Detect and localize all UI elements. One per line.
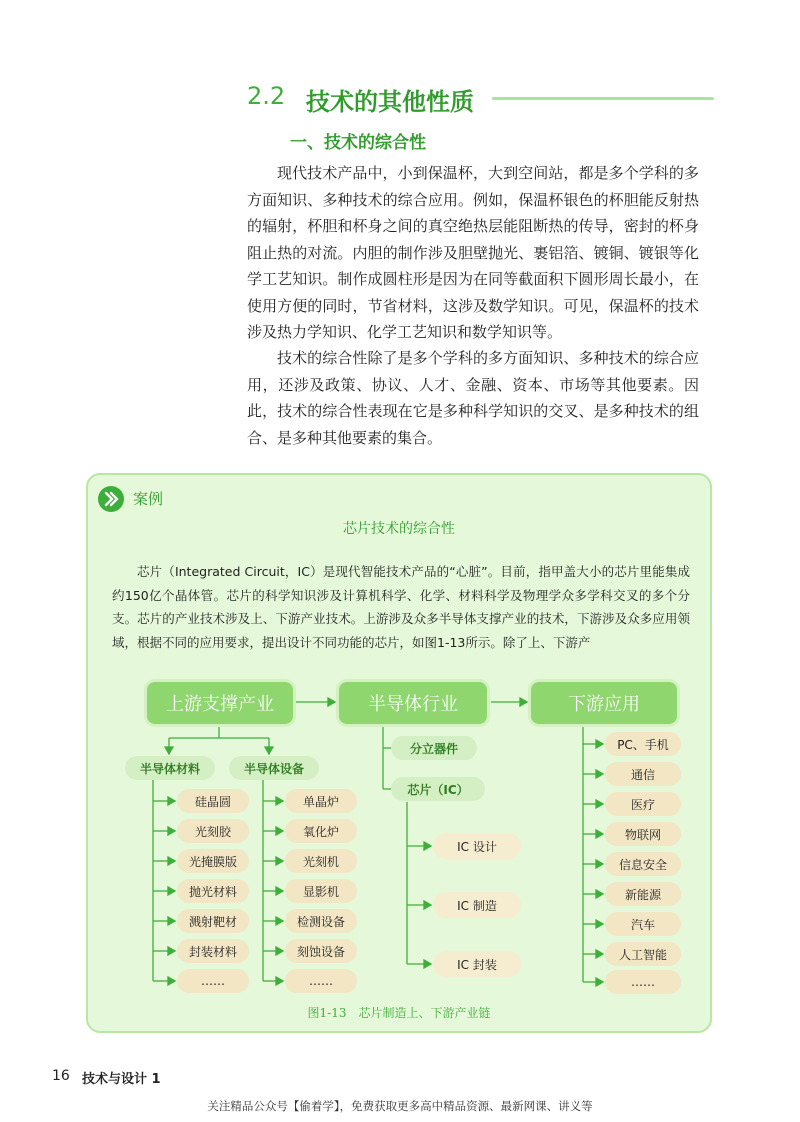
node-downstream: 下游应用 <box>531 682 677 724</box>
discrete-devices: 分立器件 <box>391 736 477 760</box>
paragraph-2-text: 技术的综合性除了是多个学科的多方面知识、多种技术的综合应用，还涉及政策、协议、人才、金融、资本、市场等其他要素。因此，技术的综合性表现在它是多种科学知识的交叉、是多种技术的组合、是多种其他要素的集合。 <box>247 349 699 447</box>
material-item: 光刻胶 <box>177 819 249 843</box>
industry-chain-diagram <box>95 676 705 996</box>
case-title: 芯片技术的综合性 <box>343 521 455 537</box>
paragraph-2 <box>247 345 699 451</box>
figure-caption: 图1-13 芯片制造上、下游产业链 <box>307 1006 491 1020</box>
equipment-label: 半导体设备 <box>229 756 319 780</box>
section-number: 2.2 <box>247 82 286 110</box>
material-item: 溅射靶材 <box>177 909 249 933</box>
material-item: 封装材料 <box>177 939 249 963</box>
application-item: 人工智能 <box>605 942 681 966</box>
ic-step: IC 制造 <box>433 892 521 918</box>
application-item: 医疗 <box>605 792 681 816</box>
application-item: …… <box>605 970 681 994</box>
ic-step: IC 封装 <box>433 951 521 977</box>
materials-label: 半导体材料 <box>125 756 215 780</box>
equipment-item: 检测设备 <box>285 909 357 933</box>
equipment-item: 光刻机 <box>285 849 357 873</box>
application-item: 信息安全 <box>605 852 681 876</box>
application-item: PC、手机 <box>605 732 681 756</box>
chip-node: 芯片（IC） <box>391 777 485 801</box>
paragraph-1-text: 现代技术产品中，小到保温杯，大到空间站，都是多个学科的多方面知识、多种技术的综合应用。例如，保温杯银色的杯胆能反射热的辐射，杯胆和杯身之间的真空绝热层能阻断热的传导，密封的杯身阻止热的对流。内胆的制作涉及胆壁抛光、裹铝箔、镀铜、镀银等化学工艺知识。制作成圆柱形是因为在同等截面积下圆形周长最小，在使用方便的同时，节省材料，这涉及数学知识。可见，保温杯的技术涉及热力学知识、化学工艺知识和数学知识等。 <box>247 164 699 341</box>
material-item: 硅晶圆 <box>177 789 249 813</box>
watermark-text: 关注精品公众号【偷着学】，免费获取更多高中精品资源、最新网课、讲义等 <box>207 1099 593 1113</box>
paragraph-1 <box>247 160 699 346</box>
application-item: 物联网 <box>605 822 681 846</box>
section-title: 技术的其他性质 <box>306 88 474 116</box>
subheading: 一、技术的综合性 <box>290 133 426 153</box>
page-number: 16 <box>52 1068 70 1084</box>
case-label: 案例 <box>133 490 164 508</box>
material-item: 光掩膜版 <box>177 849 249 873</box>
ic-step: IC 设计 <box>433 833 521 859</box>
application-item: 新能源 <box>605 882 681 906</box>
application-item: 汽车 <box>605 912 681 936</box>
equipment-item: 刻蚀设备 <box>285 939 357 963</box>
equipment-item: 单晶炉 <box>285 789 357 813</box>
material-item: …… <box>177 969 249 993</box>
book-title: 技术与设计 1 <box>82 1072 161 1087</box>
material-item: 抛光材料 <box>177 879 249 903</box>
case-icon <box>98 486 124 512</box>
equipment-item: 氧化炉 <box>285 819 357 843</box>
equipment-item: 显影机 <box>285 879 357 903</box>
node-upstream: 上游支撑产业 <box>147 682 293 724</box>
case-text: 芯片（Integrated Circuit，IC）是现代智能技术产品的“心脏”。目前，指甲盖大小的芯片里能集成约150亿个晶体管。芯片的科学知识涉及计算机科学、化学、材料科学及物理学众多学科交叉的多个分支。芯片的产业技术涉及上、下游产业技术。上游涉及众多半导体支撑产业的技术，下游涉及众多应用领域，根据不同的应用要求，提出设计不同功能的芯片，如图1-13所示。除了上、下游产 <box>112 564 690 650</box>
application-item: 通信 <box>605 762 681 786</box>
section-rule <box>492 97 714 100</box>
node-midstream: 半导体行业 <box>339 682 487 724</box>
equipment-item: …… <box>285 969 357 993</box>
